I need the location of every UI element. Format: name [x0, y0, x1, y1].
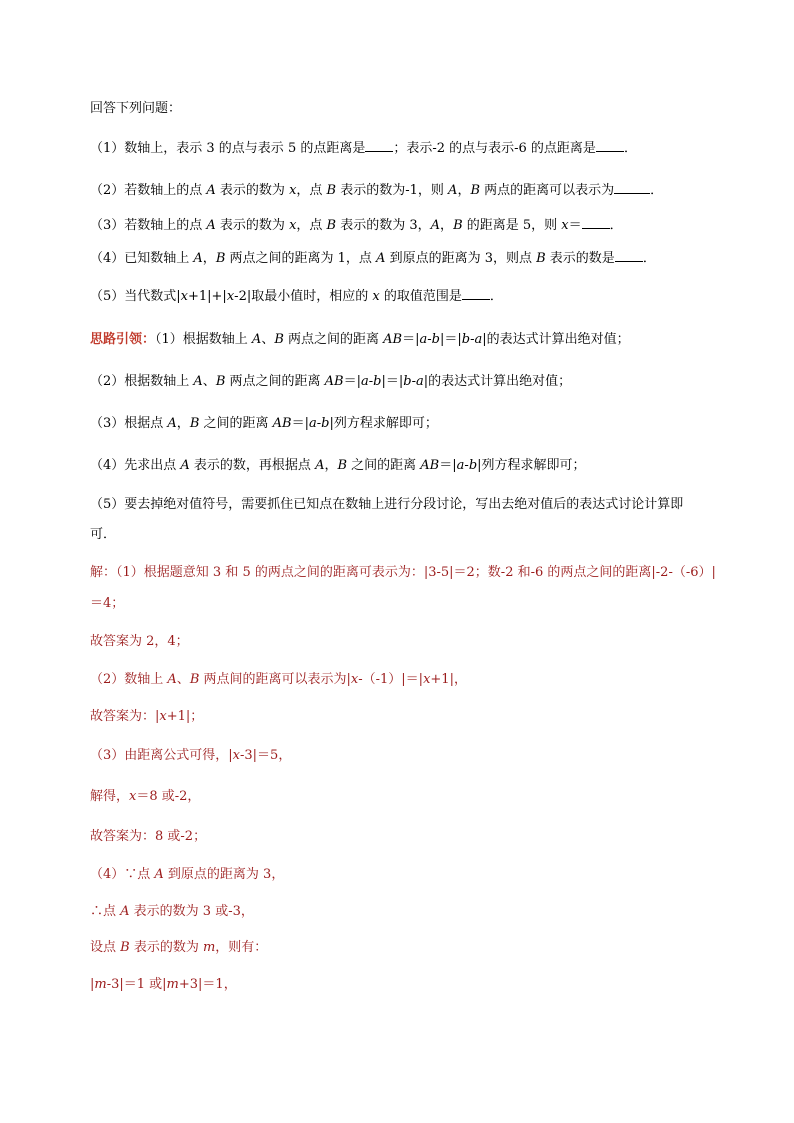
answer-blank — [614, 181, 650, 194]
solution-1-answer: 故答案为 2，4； — [90, 634, 189, 649]
question-3: （3）若数轴上的点 A 表示的数为 x，点 B 表示的数为 3，A，B 的距离是 5，则 x＝ ． — [90, 218, 623, 233]
solution-4: （4）∵点 A 到原点的距离为 3， — [90, 867, 285, 882]
solution-3-solve: 解得，x＝8 或-2， — [90, 789, 201, 804]
solution-1-line-2: ＝4； — [90, 596, 125, 611]
hint-5-line-1: （5）要去掉绝对值符号，需要抓住已知点在数轴上进行分段讨论，写出去绝对值后的表达式讨论计算即 — [90, 497, 684, 512]
solution-2: （2）数轴上 A、B 两点间的距离可以表示为|x-（-1）|＝|x+1|， — [90, 672, 467, 687]
answer-blank — [582, 216, 610, 229]
solution-1-line-1: 解：（1）根据题意知 3 和 5 的两点之间的距离可表示为：|3-5|＝2；数-2 和-6 的两点之间的距离|-2-（-6）| — [90, 565, 716, 580]
hint-3: （3）根据点 A，B 之间的距离 AB＝|a-b|列方程求解即可； — [90, 416, 438, 431]
intro-text: 回答下列问题： — [90, 101, 182, 116]
question-1: （1）数轴上，表示 3 的点与表示 5 的点距离是 ；表示-2 的点与表示-6 的点距离是 ． — [90, 141, 637, 156]
solution-4-d: |m-3|＝1 或|m+3|＝1， — [90, 977, 237, 992]
answer-blank — [365, 139, 393, 152]
hint-2: （2）根据数轴上 A、B 两点之间的距离 AB＝|a-b|＝|b-a|的表达式计算出绝对值； — [90, 374, 572, 389]
hint-label: 思路引领： — [90, 332, 156, 347]
hint-4: （4）先求出点 A 表示的数，再根据点 A，B 之间的距离 AB＝|a-b|列方程求解即可； — [90, 458, 586, 473]
solution-4-b: ∴点 A 表示的数为 3 或-3， — [90, 904, 254, 919]
question-4: （4）已知数轴上 A，B 两点之间的距离为 1，点 A 到原点的距离为 3，则点 B 表示的数是 ． — [90, 251, 656, 266]
hint-5-line-2: 可． — [90, 527, 117, 542]
answer-blank — [596, 139, 624, 152]
question-2: （2）若数轴上的点 A 表示的数为 x，点 B 表示的数为-1，则 A，B 两点的距离可以表示为 ． — [90, 183, 664, 198]
answer-blank — [615, 249, 643, 262]
answer-blank — [462, 287, 490, 300]
solution-3: （3）由距离公式可得，|x-3|＝5， — [90, 748, 292, 763]
solution-4-c: 设点 B 表示的数为 m，则有： — [90, 940, 268, 955]
question-5: （5）当代数式|x+1|+|x-2|取最小值时，相应的 x 的取值范围是 ． — [90, 289, 503, 304]
solution-2-answer: 故答案为：|x+1|； — [90, 709, 204, 724]
hint-1: 思路引领：（1）根据数轴上 A、B 两点之间的距离 AB＝|a-b|＝|b-a|的表达式计算出绝对值； — [90, 332, 630, 347]
solution-3-answer: 故答案为：8 或-2； — [90, 829, 207, 844]
